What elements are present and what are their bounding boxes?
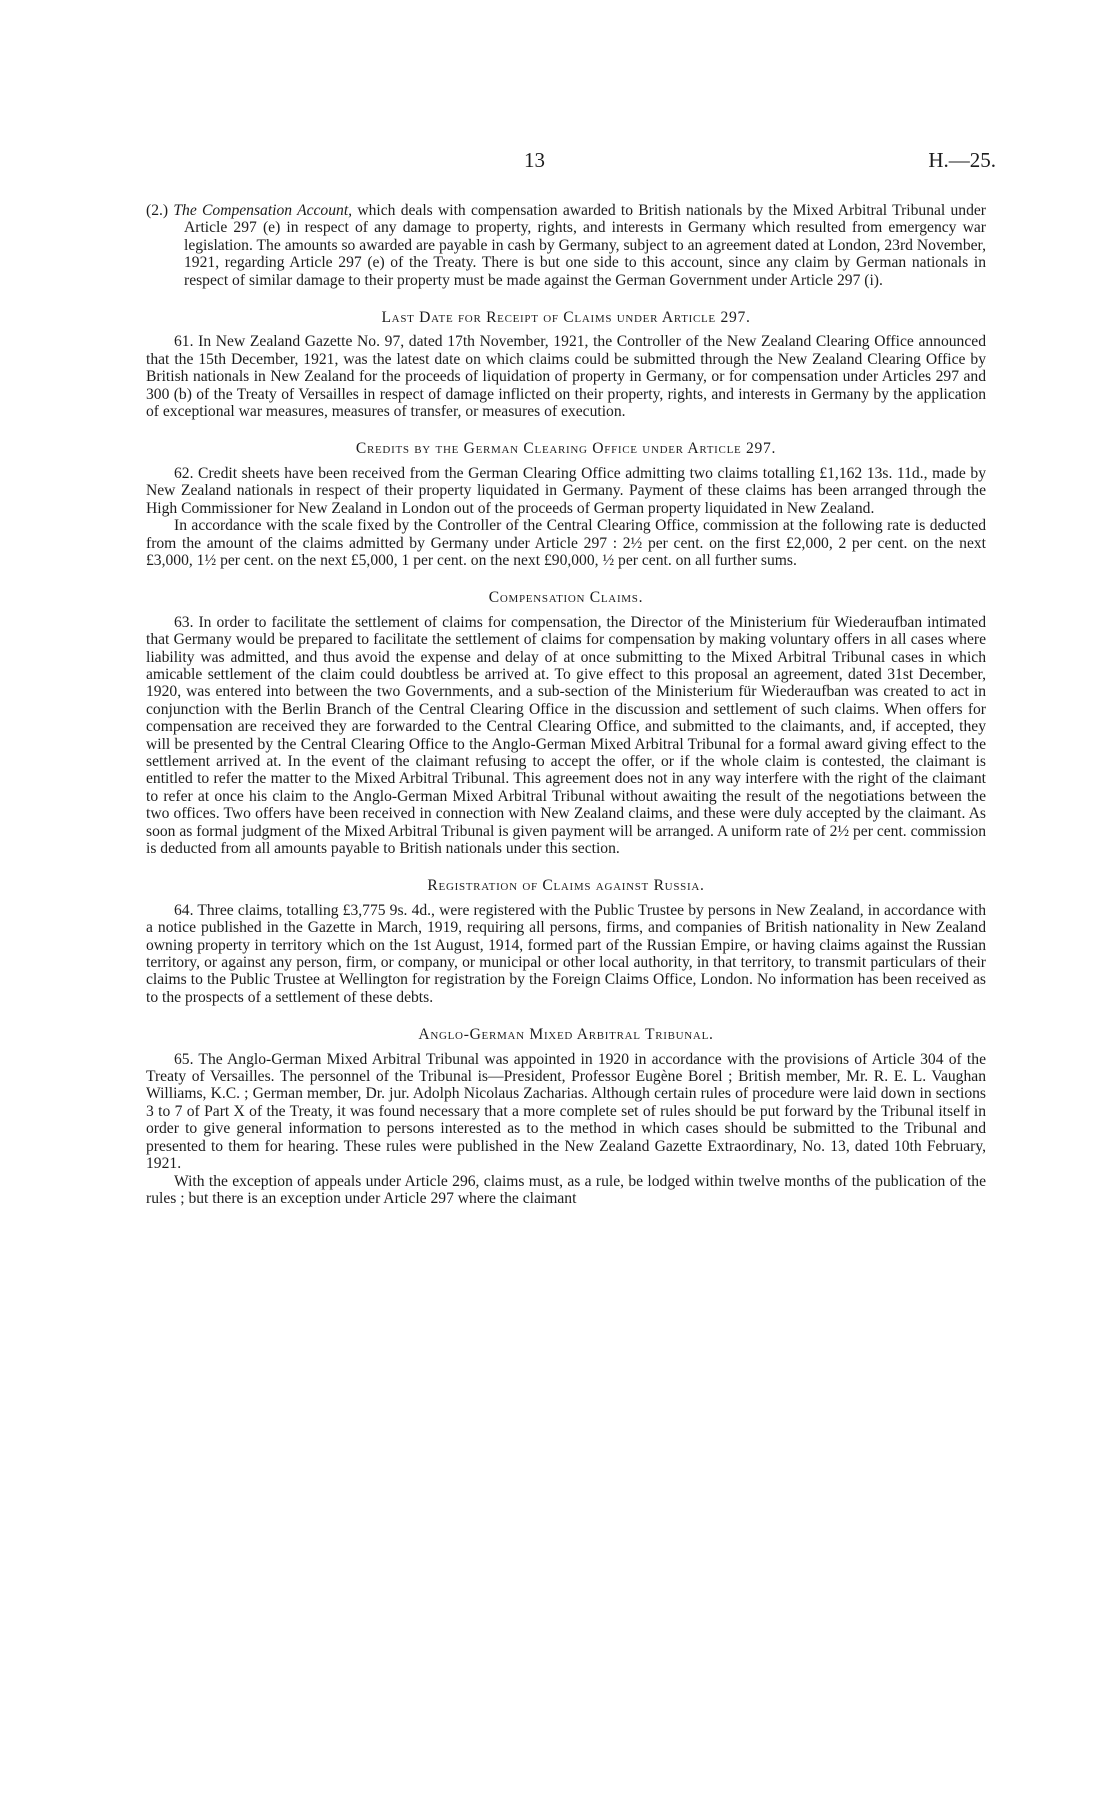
document-reference: H.—25. [928,148,996,172]
page-header [0,148,1114,178]
paragraph-64: 64. Three claims, totalling £3,775 9s. 4d., were registered with the Public Trustee by persons in New Zealand, in accordance with a notice published in the Gazette in March, 1919, requiring all persons, firms, and companies of British nationality in New Zealand owning property in territory which on the 1st August, 1914, formed part of the Russian Empire, or having claims against the Russian territory, or against any person, firm, or company, or municipal or other local authority, in that territory, to transmit particulars of their claims to the Public Trustee at Wellington for registration by the Foreign Claims Office, London. No information has been received as to the prospects of a settlement of these debts. [146,901,986,1006]
document-body [146,202,986,1207]
paragraph-61: 61. In New Zealand Gazette No. 97, dated 17th November, 1921, the Controller of the New Zealand Clearing Office announced that the 15th December, 1921, was the latest date on which claims could be submitted through the New Zealand Clearing Office by British nationals in New Zealand for the proceeds of liquidation of property in Germany, or for compensation under Articles 297 and 300 (b) of the Treaty of Versailles in respect of damage inflicted on their property, rights, and interests in Germany by the application of exceptional war measures, measures of transfer, or measures of execution. [146,333,986,421]
item-text: which deals with compensation awarded to British nationals by the Mixed Arbitral Tribunal under Article 297 (e) in respect of any damage to property, rights, and interests in Germany which resulted from emergency war legislation. The amounts so awarded are payable in cash by Germany, subject to an agreement dated at London, 23rd November, 1921, regarding Article 297 (e) of the Treaty. There is but one side to this account, since any claim by German nationals in respect of similar damage to their property must be made against the German Government under Article 297 (i). [184,202,987,289]
section-heading-last-date: Last Date for Receipt of Claims under Article 297. [381,309,751,327]
item-number: (2.) [146,202,169,219]
section-heading-tribunal: Anglo-German Mixed Arbitral Tribunal. [418,1026,714,1044]
page-number: 13 [524,148,545,172]
section-heading-credits: Credits by the German Clearing Office under Article 297. [355,440,777,458]
paragraph-62: 62. Credit sheets have been received from the German Clearing Office admitting two claims totalling £1,162 13s. 11d., made by New Zealand nationals in respect of their property liquidated in Germany. Payment of these claims has been arranged through the High Commissioner for New Zealand in London out of the proceeds of German property liquidated in New Zealand. [146,464,986,517]
paragraph-65-continued: With the exception of appeals under Article 296, claims must, as a rule, be lodged within twelve months of the publication of the rules ; but there is an exception under Article 297 where the claimant [146,1172,986,1207]
item-2-compensation-account [146,202,986,289]
paragraph-62-commission: In accordance with the scale fixed by the Controller of the Central Clearing Office, commission at the following rate is deducted from the amount of the claims admitted by Germany under Article 297 : 2½ per cent. on the first £2,000, 2 per cent. on the next £3,000, 1½ per cent. on the next £5,000, 1 per cent. on the next £90,000, ½ per cent. on all further sums. [146,517,986,569]
section-heading-russia: Registration of Claims against Russia. [427,877,705,895]
paragraph-65: 65. The Anglo-German Mixed Arbitral Tribunal was appointed in 1920 in accordance with the provisions of Article 304 of the Treaty of Versailles. The personnel of the Tribunal is—President, Professor Eugène Borel ; British member, Mr. R. E. L. Vaughan Williams, K.C. ; German member, Dr. jur. Adolph Nicolaus Zacharias. Although certain rules of procedure were laid down in sections 3 to 7 of Part X of the Treaty, it was found necessary that a more complete set of rules should be put forward by the Tribunal itself in order to give general information to persons interested as to the method in which cases should be submitted to the Tribunal and presented to them for hearing. These rules were published in the New Zealand Gazette Extraordinary, No. 13, dated 10th February, 1921. [146,1050,986,1173]
section-heading-compensation-claims: Compensation Claims. [488,589,644,607]
paragraph-63: 63. In order to facilitate the settlement of claims for compensation, the Director of the Ministerium für Wiederaufban intimated that Germany would be prepared to facilitate the settlement of claims for compensation by making voluntary offers in all cases where liability was admitted, and thus avoid the expense and delay of at once submitting to the Mixed Arbitral Tribunal cases in which amicable settlement of the claim could doubtless be arrived at. To give effect to this proposal an agreement, dated 31st December, 1920, was entered into between the two Governments, and a sub-section of the Ministerium für Wiederaufban was created to act in conjunction with the Berlin Branch of the Central Clearing Office in the discussion and settlement of such claims. When offers for compensation are received they are forwarded to the Central Clearing Office, and submitted to the claimants, and, if accepted, they will be presented by the Central Clearing Office to the Anglo-German Mixed Arbitral Tribunal for a formal award giving effect to the settlement arrived at. In the event of the claimant refusing to accept the offer, or if the whole claim is contested, the claimant is entitled to refer the matter to the Mixed Arbitral Tribunal. This agreement does not in any way interfere with the right of the claimant to refer at once his claim to the Anglo-German Mixed Arbitral Tribunal without awaiting the result of the negotiations between the two offices. Two offers have been received in connection with New Zealand claims, and these were duly accepted by the claimant. As soon as formal judgment of the Mixed Arbitral Tribunal is given payment will be arranged. A uniform rate of 2½ per cent. commission is deducted from all amounts payable to British nationals under this section. [146,613,986,857]
item-title: The Compensation Account, [173,202,353,219]
